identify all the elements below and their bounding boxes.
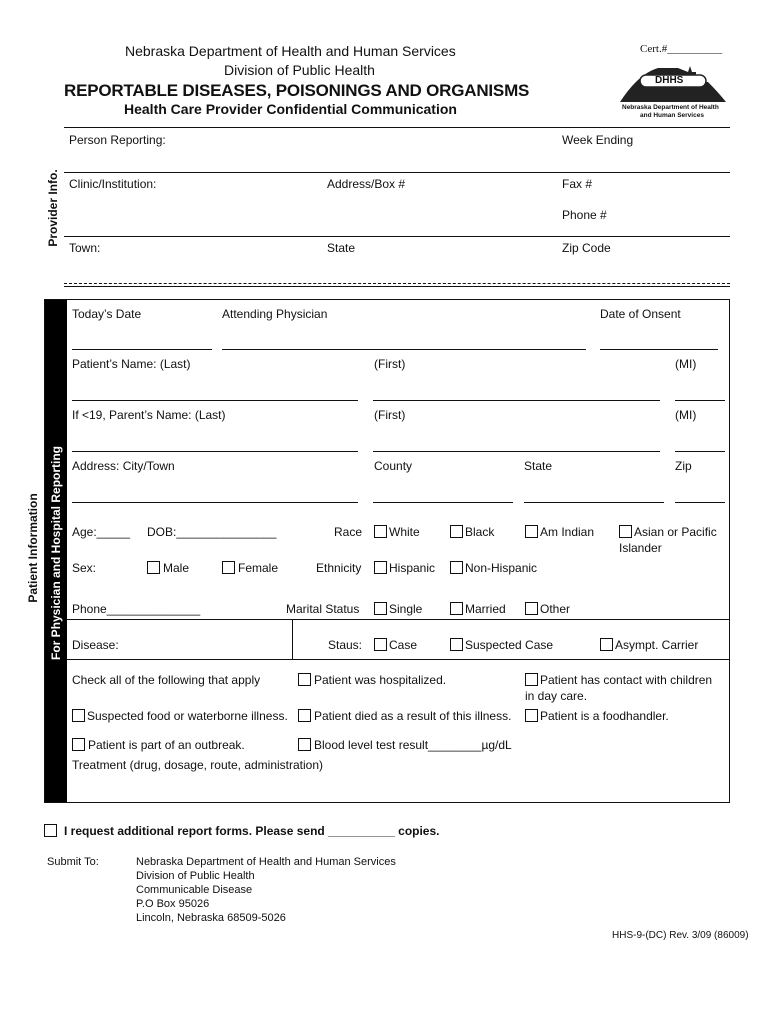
died-label: Patient died as a result of this illness. <box>314 709 512 723</box>
submit-address-line1: Nebraska Department of Health and Human Services <box>136 856 396 868</box>
race-am-indian-label: Am Indian <box>540 525 595 539</box>
todays-date-input[interactable] <box>72 349 212 350</box>
sex-label: Sex: <box>72 561 97 575</box>
race-white-checkbox[interactable] <box>374 525 387 538</box>
patient-last-name-label: Patient’s Name: (Last) <box>72 357 191 371</box>
race-asian-label-line2: Islander <box>619 541 662 555</box>
blood-lead-checkbox[interactable] <box>298 738 311 751</box>
patient-first-name-input[interactable] <box>373 400 660 401</box>
patient-mi-label: (MI) <box>675 357 697 371</box>
parent-first-name-input[interactable] <box>373 451 660 452</box>
marital-other-label: Other <box>540 602 571 616</box>
race-label: Race <box>334 525 363 539</box>
request-forms-checkbox[interactable] <box>44 824 57 837</box>
patient-information-label: Patient Information <box>26 493 40 603</box>
status-label: Staus: <box>328 638 363 652</box>
status-suspected-checkbox[interactable] <box>450 638 463 651</box>
provider-state-label: State <box>327 241 356 255</box>
patient-phone-field[interactable]: Phone______________ <box>72 602 201 616</box>
request-forms-label: I request additional report forms. Please send __________ copies. <box>64 824 440 838</box>
status-case-label: Case <box>389 638 418 652</box>
disease-field[interactable]: Disease: <box>72 638 119 652</box>
age-field[interactable]: Age:_____ <box>72 525 131 539</box>
patient-state-input[interactable] <box>524 502 664 503</box>
patient-last-name-input[interactable] <box>72 400 358 401</box>
division-name: Division of Public Health <box>224 62 375 78</box>
treatment-field[interactable]: Treatment (drug, dosage, route, administration) <box>72 758 324 772</box>
patient-zip-label: Zip <box>675 459 692 473</box>
submit-address-line4: P.O Box 95026 <box>136 898 210 910</box>
race-white-label: White <box>389 525 420 539</box>
check-all-label: Check all of the following that apply <box>72 673 261 687</box>
marital-other-checkbox[interactable] <box>525 602 538 615</box>
dhhs-logo <box>618 64 728 124</box>
patient-first-name-label: (First) <box>374 357 406 371</box>
county-label: County <box>374 459 413 473</box>
form-subtitle: Health Care Provider Confidential Communication <box>124 101 457 117</box>
sex-female-checkbox[interactable] <box>222 561 235 574</box>
submit-address-line2: Division of Public Health <box>136 870 255 882</box>
sex-male-checkbox[interactable] <box>147 561 160 574</box>
logo-line1: Nebraska Department of Health <box>622 104 719 111</box>
city-town-input[interactable] <box>72 502 358 503</box>
ethnicity-hispanic-checkbox[interactable] <box>374 561 387 574</box>
race-am-indian-checkbox[interactable] <box>525 525 538 538</box>
daycare-checkbox[interactable] <box>525 673 538 686</box>
form-id: HHS-9-(DC) Rev. 3/09 (86009) <box>612 930 749 941</box>
patient-mi-input[interactable] <box>675 400 725 401</box>
hospitalized-label: Patient was hospitalized. <box>314 673 447 687</box>
attending-physician-label: Attending Physician <box>222 307 328 321</box>
clinic-label: Clinic/Institution: <box>69 177 157 191</box>
address-box-label: Address/Box # <box>327 177 406 191</box>
outbreak-checkbox[interactable] <box>72 738 85 751</box>
hospitalized-checkbox[interactable] <box>298 673 311 686</box>
outbreak-label: Patient is part of an outbreak. <box>88 738 245 752</box>
foodhandler-label: Patient is a foodhandler. <box>540 709 669 723</box>
onset-date-input[interactable] <box>600 349 718 350</box>
city-town-label: Address: City/Town <box>72 459 175 473</box>
patient-state-label: State <box>524 459 553 473</box>
race-asian-label: Asian or Pacific <box>634 525 717 539</box>
marital-married-label: Married <box>465 602 506 616</box>
status-asympt-label: Asympt. Carrier <box>615 638 699 652</box>
logo-line2: and Human Services <box>640 112 704 119</box>
ethnicity-label: Ethnicity <box>316 561 362 575</box>
race-asian-checkbox[interactable] <box>619 525 632 538</box>
onset-date-label: Date of Onsent <box>600 307 681 321</box>
fax-label: Fax # <box>562 177 593 191</box>
sex-male-label: Male <box>163 561 190 575</box>
provider-phone-label: Phone # <box>562 208 607 222</box>
status-case-checkbox[interactable] <box>374 638 387 651</box>
marital-married-checkbox[interactable] <box>450 602 463 615</box>
ethnicity-non-hispanic-label: Non-Hispanic <box>465 561 538 575</box>
patient-zip-input[interactable] <box>675 502 725 503</box>
parent-first-name-label: (First) <box>374 408 406 422</box>
status-asympt-checkbox[interactable] <box>600 638 613 651</box>
race-black-label: Black <box>465 525 495 539</box>
blood-lead-field[interactable]: Blood level test result________µg/dL <box>314 738 512 752</box>
foodborne-label: Suspected food or waterborne illness. <box>87 709 288 723</box>
died-checkbox[interactable] <box>298 709 311 722</box>
physician-hospital-label: For Physician and Hospital Reporting <box>49 445 63 661</box>
dob-field[interactable]: DOB:_______________ <box>147 525 277 539</box>
attending-physician-input[interactable] <box>222 349 586 350</box>
form-title: REPORTABLE DISEASES, POISONINGS AND ORGANISMS <box>64 81 530 100</box>
person-reporting-label: Person Reporting: <box>69 133 166 147</box>
parent-last-name-label: If <19, Parent’s Name: (Last) <box>72 408 226 422</box>
status-suspected-label: Suspected Case <box>465 638 554 652</box>
county-input[interactable] <box>373 502 513 503</box>
marital-single-label: Single <box>389 602 423 616</box>
daycare-label: Patient has contact with children <box>540 673 713 687</box>
submit-address-line3: Communicable Disease <box>136 884 253 896</box>
sex-female-label: Female <box>238 561 279 575</box>
daycare-label-line2: in day care. <box>525 689 588 703</box>
town-label: Town: <box>69 241 101 255</box>
marital-status-label: Marital Status <box>286 602 360 616</box>
parent-mi-label: (MI) <box>675 408 697 422</box>
provider-info-label: Provider Info. <box>46 169 60 247</box>
parent-last-name-input[interactable] <box>72 451 358 452</box>
cert-number-field[interactable]: Cert.#__________ <box>640 43 723 55</box>
foodborne-checkbox[interactable] <box>72 709 85 722</box>
parent-mi-input[interactable] <box>675 451 725 452</box>
logo-text: DHHS <box>655 75 684 86</box>
agency-name: Nebraska Department of Health and Human Services <box>125 43 456 59</box>
submit-address-line5: Lincoln, Nebraska 68509-5026 <box>136 912 286 924</box>
race-black-checkbox[interactable] <box>450 525 463 538</box>
zip-code-label: Zip Code <box>562 241 611 255</box>
todays-date-label: Today’s Date <box>72 307 142 321</box>
ethnicity-non-hispanic-checkbox[interactable] <box>450 561 463 574</box>
submit-to-label: Submit To: <box>47 856 99 868</box>
foodhandler-checkbox[interactable] <box>525 709 538 722</box>
week-ending-label: Week Ending <box>562 133 634 147</box>
ethnicity-hispanic-label: Hispanic <box>389 561 436 575</box>
marital-single-checkbox[interactable] <box>374 602 387 615</box>
